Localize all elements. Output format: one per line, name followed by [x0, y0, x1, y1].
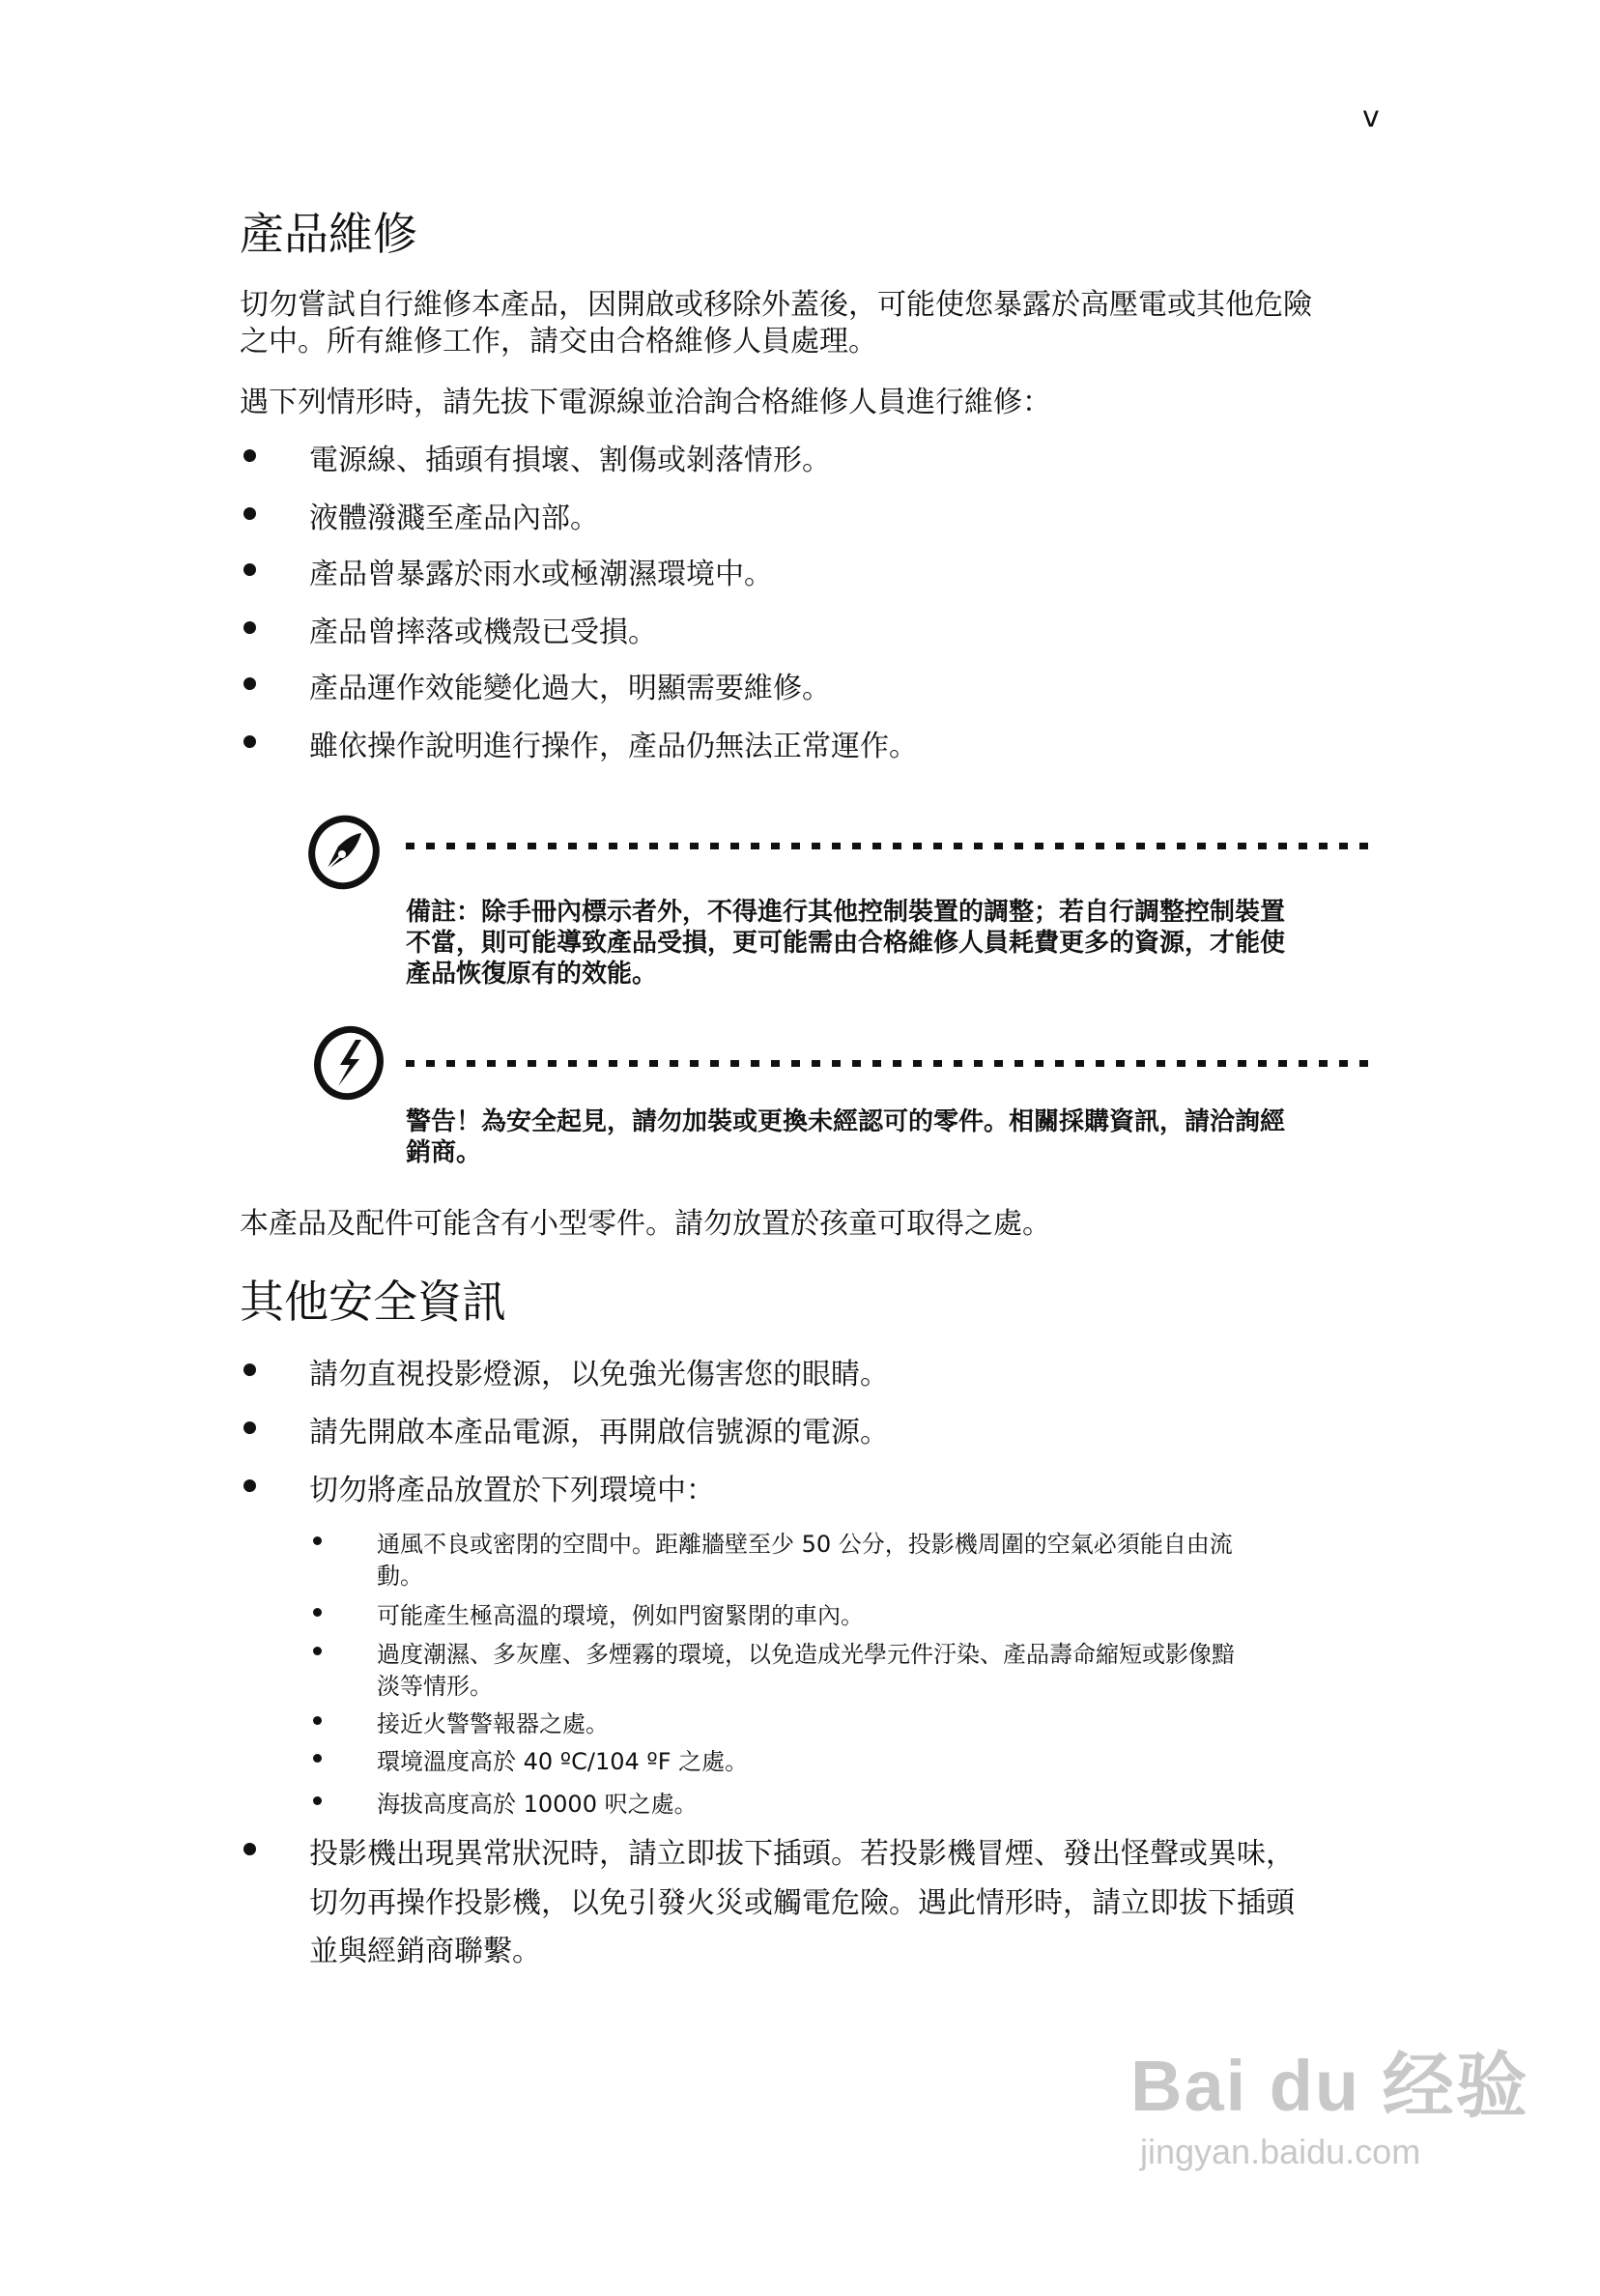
- list-item: 產品曾暴露於雨水或極潮濕環境中。: [309, 558, 773, 591]
- sub-list-item: 動。: [377, 1563, 423, 1590]
- bullet-icon: [243, 1421, 256, 1434]
- section-heading-other-safety: 其他安全資訊: [240, 1276, 506, 1328]
- paragraph-line: 之中。所有維修工作，請交由合格維修人員處理。: [240, 325, 877, 359]
- sub-bullet-icon: [313, 1536, 322, 1545]
- note-pen-icon: [305, 814, 383, 891]
- lightning-warning-icon: [311, 1024, 386, 1102]
- list-item: 電源線、插頭有損壞、割傷或剝落情形。: [309, 444, 831, 477]
- list-item: 投影機出現異常狀況時，請立即拔下插頭。若投影機冒煙、發出怪聲或異味，: [309, 1837, 1295, 1871]
- paragraph-line: 切勿嘗試自行維修本產品，因開啟或移除外蓋後，可能使您暴露於高壓電或其他危險: [240, 288, 1312, 322]
- sub-list-item: 環境溫度高於 40 ºC/104 ºF 之處。: [377, 1748, 749, 1775]
- list-item: 切勿將產品放置於下列環境中：: [309, 1474, 715, 1507]
- warning-text: 警告！為安全起見，請勿加裝或更換未經認可的零件。相關採購資訊，請洽詢經: [406, 1107, 1286, 1136]
- sub-bullet-icon: [313, 1608, 322, 1617]
- divider: [406, 843, 1372, 849]
- sub-list-item: 可能產生極高溫的環境，例如門窗緊閉的車內。: [377, 1602, 864, 1629]
- bullet-icon: [243, 507, 256, 520]
- watermark-url: jingyan.baidu.com: [1140, 2132, 1421, 2171]
- baidu-watermark: [1130, 2029, 1529, 2172]
- sub-bullet-icon: [313, 1754, 322, 1763]
- bullet-icon: [243, 1843, 256, 1855]
- watermark-brand: Bai du 经验: [1130, 2046, 1529, 2126]
- section-heading-product-service: 產品維修: [240, 208, 417, 260]
- bullet-icon: [243, 677, 256, 690]
- note-text: 備註：除手冊內標示者外，不得進行其他控制裝置的調整；若自行調整控制裝置: [406, 898, 1286, 927]
- bullet-icon: [243, 1363, 256, 1376]
- note-text: 產品恢復原有的效能。: [406, 960, 658, 989]
- list-item: 請勿直視投影燈源，以免強光傷害您的眼睛。: [309, 1358, 889, 1392]
- bullet-icon: [243, 563, 256, 576]
- bullet-icon: [243, 1479, 256, 1492]
- sub-list-item: 通風不良或密閉的空間中。距離牆壁至少 50 公分，投影機周圍的空氣必須能自由流: [377, 1531, 1233, 1558]
- divider: [406, 1060, 1372, 1067]
- paragraph: 遇下列情形時，請先拔下電源線並洽詢合格維修人員進行維修：: [240, 386, 1051, 419]
- list-item: 並與經銷商聯繫。: [309, 1935, 541, 1968]
- sub-bullet-icon: [313, 1647, 322, 1655]
- list-item: 切勿再操作投影機，以免引發火災或觸電危險。遇此情形時，請立即拔下插頭: [309, 1886, 1295, 1920]
- sub-list-item: 淡等情形。: [377, 1673, 493, 1700]
- bullet-icon: [243, 621, 256, 634]
- list-item: 產品曾摔落或機殼已受損。: [309, 616, 657, 649]
- page-number: v: [1362, 100, 1380, 134]
- list-item: 雖依操作說明進行操作，產品仍無法正常運作。: [309, 730, 918, 763]
- sub-list-item: 過度潮濕、多灰塵、多煙霧的環境，以免造成光學元件汙染、產品壽命縮短或影像黯: [377, 1641, 1235, 1668]
- list-item: 液體潑濺至產品內部。: [309, 502, 599, 535]
- warning-text: 銷商。: [406, 1138, 482, 1167]
- sub-bullet-icon: [313, 1716, 322, 1725]
- paragraph: 本產品及配件可能含有小型零件。請勿放置於孩童可取得之處。: [240, 1207, 1051, 1241]
- sub-list-item: 接近火警警報器之處。: [377, 1710, 609, 1737]
- sub-bullet-icon: [313, 1796, 322, 1805]
- sub-list-item: 海拔高度高於 10000 呎之處。: [377, 1791, 698, 1818]
- bullet-icon: [243, 449, 256, 462]
- list-item: 請先開啟本產品電源，再開啟信號源的電源。: [309, 1416, 889, 1449]
- list-item: 產品運作效能變化過大，明顯需要維修。: [309, 672, 831, 705]
- note-text: 不當，則可能導致產品受損，更可能需由合格維修人員耗費更多的資源，才能使: [406, 929, 1286, 958]
- bullet-icon: [243, 735, 256, 748]
